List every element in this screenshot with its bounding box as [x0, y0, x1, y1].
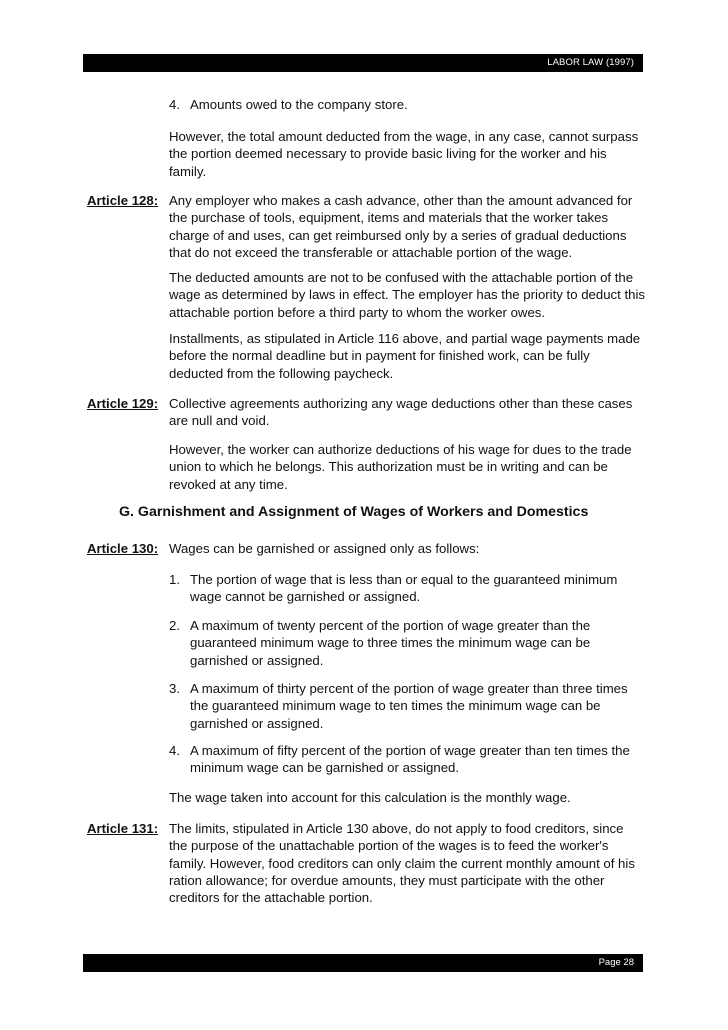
article-131 — [87, 820, 645, 906]
list-item — [169, 617, 645, 669]
article-label — [87, 540, 169, 557]
article-label-text: Article 130 — [87, 541, 154, 556]
article-128 — [87, 192, 645, 261]
article-129 — [87, 395, 645, 430]
header-bar — [83, 54, 643, 72]
list-item-text: A maximum of thirty percent of the portion of wage greater than three times the guaranteed minimum wage to ten times the minimum wage can be garnished or assigned. — [190, 681, 628, 731]
list-item-number: 4. — [169, 97, 180, 112]
article-label — [87, 192, 169, 209]
article-129-paragraph-1: Collective agreements authorizing any wage deductions other than these cases are null and void. — [169, 396, 633, 429]
article-label-text: Article 131 — [87, 821, 154, 836]
list-item — [169, 742, 645, 777]
article-130-closing: The wage taken into account for this calculation is the monthly wage. — [169, 790, 571, 805]
paragraph-however-total: However, the total amount deducted from the wage, in any case, cannot surpass the portion deemed necessary to provide basic living for the worker and his family. — [169, 129, 639, 179]
list-item-text: Amounts owed to the company store. — [190, 97, 408, 112]
list-item-number: 2. — [169, 618, 180, 633]
article-129-paragraph-2: However, the worker can authorize deductions of his wage for dues to the trade union to which he belongs. This authorization must be in writing and can be revoked at any time. — [169, 442, 632, 492]
list-item-text: A maximum of fifty percent of the portion of wage greater than ten times the minimum wage can be garnished or assigned. — [190, 743, 630, 776]
list-item — [169, 96, 645, 113]
article-label — [87, 395, 169, 412]
article-label-colon: : — [153, 396, 159, 411]
article-label-colon: : — [153, 541, 159, 556]
article-label — [87, 820, 169, 837]
list-item — [169, 571, 645, 606]
article-label-colon: : — [153, 821, 159, 836]
footer-bar — [83, 954, 643, 972]
list-item-text: A maximum of twenty percent of the portion of wage greater than the guaranteed minimum wage to three times the minimum wage can be garnished or assigned. — [190, 618, 591, 668]
list-item-number: 3. — [169, 681, 180, 696]
article-131-paragraph-1: The limits, stipulated in Article 130 above, do not apply to food creditors, since the purpose of the unattachable portion of the wages is to feed the worker's family. However, food creditors can only claim the current monthly amount of his ration allowance; for overdue amounts, they must participate with the other creditors for the attachable portion. — [169, 821, 635, 906]
article-128-paragraph-2: The deducted amounts are not to be confused with the attachable portion of the wage as determined by laws in effect. The employer has the priority to deduct this attachable portion before a third party to whom the worker owes. — [169, 270, 645, 320]
article-128-paragraph-1: Any employer who makes a cash advance, other than the amount advanced for the purchase of tools, equipment, items and materials that the worker takes charge of and uses, can get reimbursed only by a series of gradual deductions that do not exceed the transferable or attachable portion of the wage. — [169, 193, 633, 260]
running-title: LABOR LAW (1997) — [547, 57, 634, 68]
article-label-text: Article 128 — [87, 193, 154, 208]
article-130 — [87, 540, 645, 557]
page-number: Page 28 — [598, 957, 634, 968]
article-128-paragraph-3: Installments, as stipulated in Article 116 above, and partial wage payments made before the normal deadline but in payment for finished work, can be fully deducted from the following paycheck. — [169, 331, 641, 381]
list-item-number: 1. — [169, 572, 180, 587]
section-heading: G. Garnishment and Assignment of Wages of Workers and Domestics — [119, 504, 589, 520]
list-item-number: 4. — [169, 743, 180, 758]
article-label-colon: : — [153, 193, 159, 208]
list-item — [169, 680, 645, 732]
article-label-text: Article 129 — [87, 396, 154, 411]
list-item-text: The portion of wage that is less than or equal to the guaranteed minimum wage cannot be garnished or assigned. — [190, 572, 618, 605]
article-130-intro: Wages can be garnished or assigned only as follows: — [169, 541, 480, 556]
